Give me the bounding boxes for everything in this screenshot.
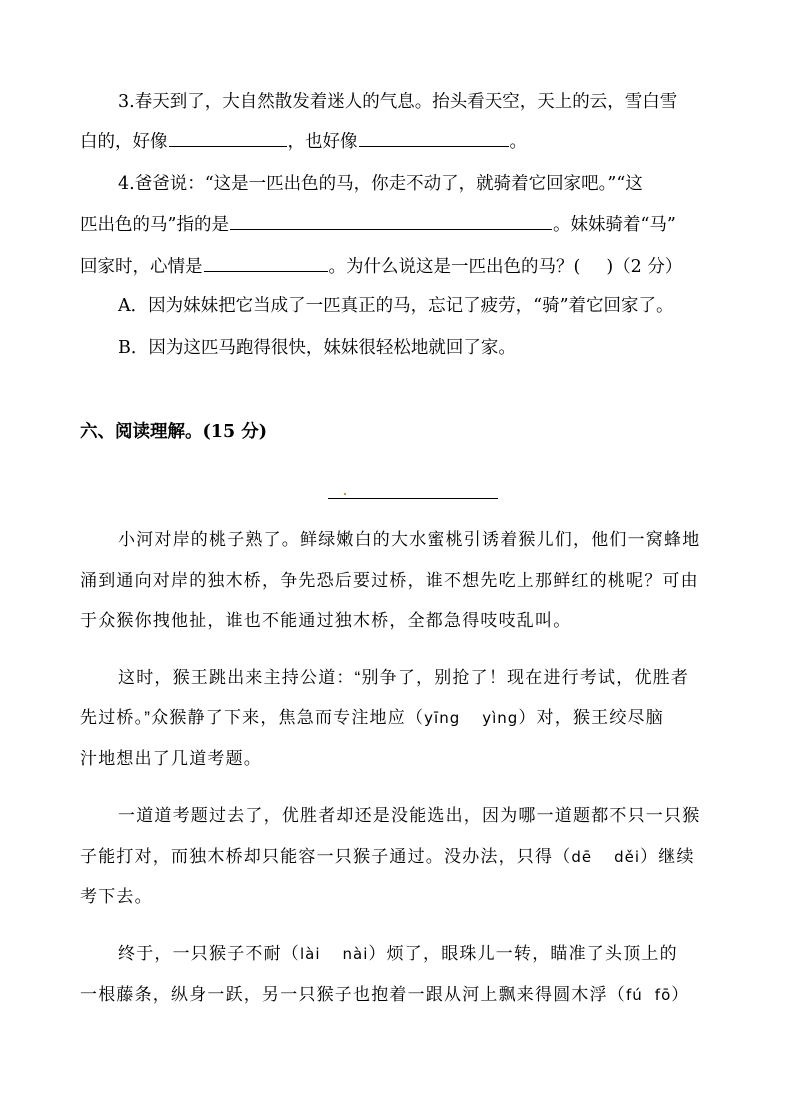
story-p2-line-1: 这时，猴王跳出来主持公道：“别争了，别抢了！现在进行考试，优胜者 xyxy=(118,668,690,687)
q4-text-b: 。妹妹骑着“马” xyxy=(552,215,676,235)
story-p2-line-3: 汁地想出了几道考题。 xyxy=(80,749,262,768)
q3-blank-2[interactable] xyxy=(359,128,509,147)
q4-option-b: B．因为这匹马跑得很快，妹妹很轻松地就回了家。 xyxy=(118,338,516,358)
pinyin-option[interactable]: fō xyxy=(654,986,672,1004)
title-mark xyxy=(344,493,346,495)
story-p3-line-1: 一道道考题过去了，优胜者却还是没能选出，因为哪一道题都不只一只猴 xyxy=(118,806,701,825)
story-p3-line-2 xyxy=(80,845,695,869)
story-p1-line-1: 小河对岸的桃子熟了。鲜绿嫩白的大水蜜桃引诱着猴儿们，他们一窝蜂地 xyxy=(118,530,701,549)
story-p4-line-1 xyxy=(118,942,678,966)
story-text: ）继续 xyxy=(640,847,695,866)
q4-text-d: 。为什么说这是一匹出色的马？( xyxy=(328,257,581,277)
story-text: ） xyxy=(671,985,690,1004)
pinyin-option[interactable]: děi xyxy=(614,848,641,866)
q3-line-1: 3.春天到了，大自然散发着迷人的气息。抬头看天空，天上的云，雪白雪 xyxy=(118,92,678,112)
story-p4-line-2 xyxy=(80,983,689,1007)
q3-line-2 xyxy=(80,128,527,154)
story-text: ）烦了，眼珠儿一转，瞄准了头顶上的 xyxy=(368,944,678,963)
story-text: 终于，一只猴子不耐（ xyxy=(118,944,300,963)
story-p1-line-3: 于众猴你拽他扯，谁也不能通过独木桥，全都急得吱吱乱叫。 xyxy=(80,611,572,630)
q4-text-a: 匹出色的马”指的是 xyxy=(80,215,229,235)
pinyin-option[interactable]: yīng xyxy=(424,709,461,727)
q4-text-e: )（2 分） xyxy=(606,257,683,277)
q4-blank-2[interactable] xyxy=(204,253,328,272)
story-text: 一根藤条，纵身一跃，另一只猴子也抱着一跟从河上飘来得圆木浮（ xyxy=(80,985,626,1004)
q3-text-c: 。 xyxy=(509,132,527,152)
q4-line-3 xyxy=(80,253,682,279)
story-text: ）对，猴王绞尽脑 xyxy=(518,708,664,727)
pinyin-option[interactable]: nài xyxy=(342,945,369,963)
q4-text-c: 回家时，心情是 xyxy=(80,257,203,277)
pinyin-option[interactable]: fú xyxy=(626,986,643,1004)
q4-line-1: 4.爸爸说：“这是一匹出色的马，你走不动了，就骑着它回家吧。”“这 xyxy=(118,174,643,194)
section-heading: 六、阅读理解。(15 分) xyxy=(80,422,268,442)
q3-blank-1[interactable] xyxy=(169,128,287,147)
q4-line-2 xyxy=(80,211,676,237)
story-p2-line-2 xyxy=(80,706,664,730)
q3-text-b: ，也好像 xyxy=(287,132,358,152)
passage-title-blank[interactable] xyxy=(328,497,498,499)
story-p1-line-2: 涌到通向对岸的独木桥，争先恐后要过桥，谁不想先吃上那鲜红的桃呢？可由 xyxy=(80,571,699,590)
pinyin-option[interactable]: yìng xyxy=(482,709,519,727)
q4-option-a: A．因为妹妹把它当成了一匹真正的马，忘记了疲劳，“骑”着它回家了。 xyxy=(118,296,674,316)
story-p3-line-3: 考下去。 xyxy=(80,887,153,906)
pinyin-option[interactable]: lài xyxy=(300,945,321,963)
story-text: 子能打对，而独木桥却只能容一只猴子通过。没办法，只得（ xyxy=(80,847,572,866)
pinyin-option[interactable]: dē xyxy=(571,848,593,866)
q4-blank-1[interactable] xyxy=(230,211,552,230)
q3-text-a: 白的，好像 xyxy=(80,132,168,152)
story-text: 先过桥。”众猴静了下来，焦急而专注地应（ xyxy=(80,708,425,727)
